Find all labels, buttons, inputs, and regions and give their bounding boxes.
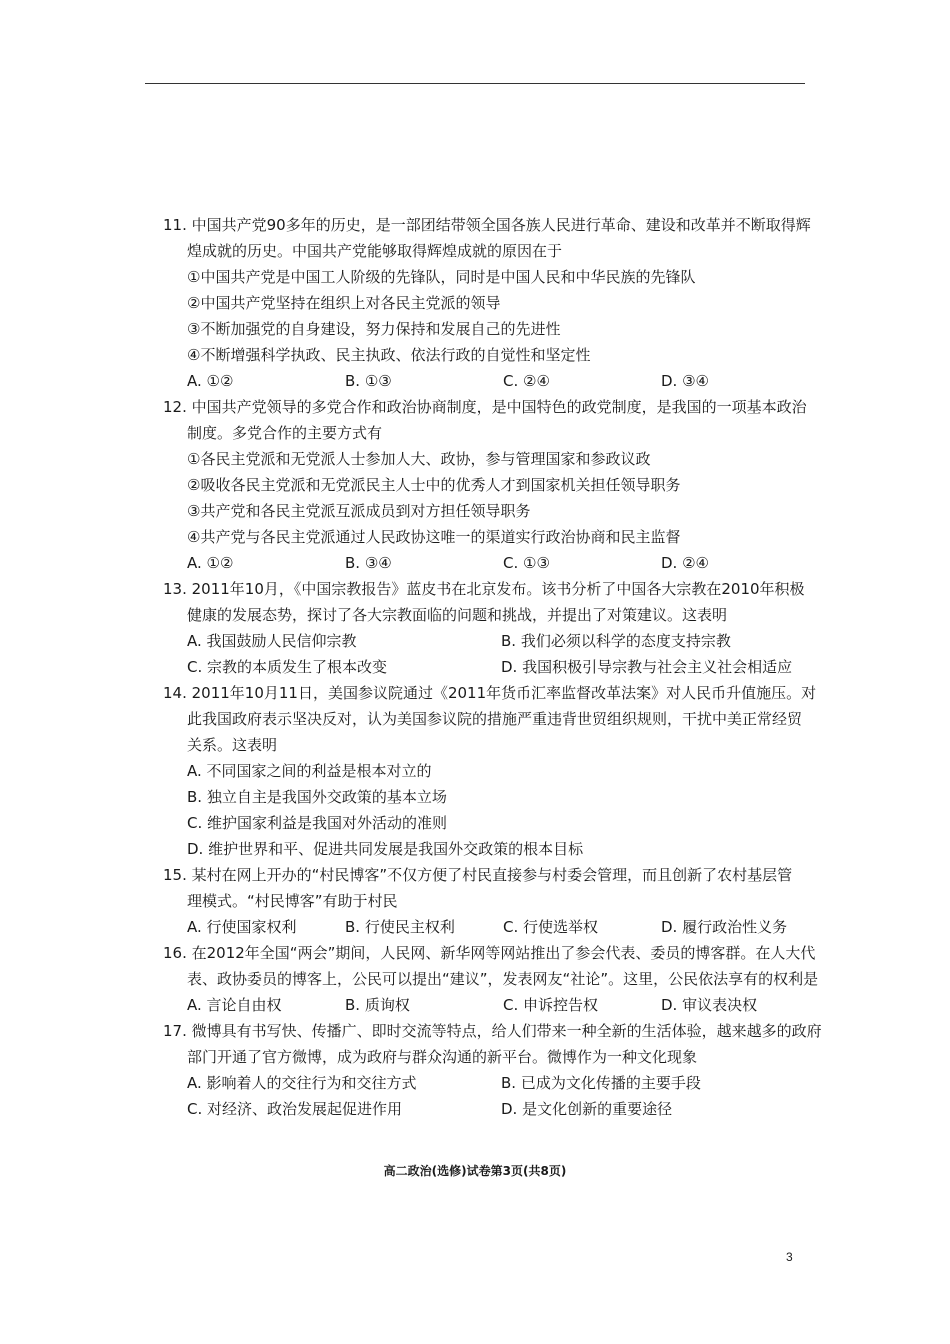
option-d: D. ③④ [661,372,709,390]
option-a: A. 行使国家权利 [187,918,297,936]
statement-item: ④共产党与各民主党派通过人民政协这唯一的渠道实行政治协商和民主监督 [187,528,681,546]
question-stem: 15. 某村在网上开办的“村民博客”不仅方便了村民直接参与村委会管理，而且创新了农村基层管 [163,866,793,884]
option-b: B. 已成为文化传播的主要手段 [501,1074,701,1092]
option-c: C. 行使选举权 [503,918,599,936]
option-a: A. 我国鼓励人民信仰宗教 [187,632,357,650]
question-17 [163,1018,833,1122]
question-stem: 13. 2011年10月，《中国宗教报告》蓝皮书在北京发布。该书分析了中国各大宗教在2010年积极 [163,580,805,598]
option-b: B. 独立自主是我国外交政策的基本立场 [187,788,447,806]
option-a: A. 言论自由权 [187,996,282,1014]
option-b: B. 行使民主权利 [345,918,455,936]
option-a: A. ①② [187,554,234,572]
option-a: A. ①② [187,372,234,390]
question-13 [163,576,833,680]
option-a: A. 不同国家之间的利益是根本对立的 [187,762,432,780]
question-14 [163,680,833,862]
question-stem: 部门开通了官方微博，成为政府与群众沟通的新平台。微博作为一种文化现象 [187,1048,698,1066]
question-15 [163,862,833,940]
option-c: C. 宗教的本质发生了根本改变 [187,658,388,676]
option-row [163,1070,833,1096]
option-row [163,550,833,576]
question-stem: 此我国政府表示坚决反对，认为美国参议院的措施严重违背世贸组织规则，干扰中美正常经贸 [187,710,803,728]
question-stem: 制度。多党合作的主要方式有 [187,424,383,442]
question-stem: 17. 微博具有书写快、传播广、即时交流等特点，给人们带来一种全新的生活体验，越来越多的政府 [163,1022,822,1040]
question-stem: 12. 中国共产党领导的多党合作和政治协商制度，是中国特色的政党制度，是我国的一项基本政治 [163,398,807,416]
statement-item: ③共产党和各民主党派互派成员到对方担任领导职务 [187,502,531,520]
option-c: C. 申诉控告权 [503,996,599,1014]
top-rule [145,83,805,84]
option-c: C. 对经济、政治发展起促进作用 [187,1100,403,1118]
statement-item: ②吸收各民主党派和无党派民主人士中的优秀人才到国家机关担任领导职务 [187,476,681,494]
question-stem: 11. 中国共产党90多年的历史，是一部团结带领全国各族人民进行革命、建设和改革并不断取得辉 [163,216,811,234]
page-footer: 高二政治(选修)试卷第3页(共8页) [383,1164,567,1178]
statement-item: ④不断增强科学执政、民主执政、依法行政的自觉性和坚定性 [187,346,591,364]
question-stem: 健康的发展态势，探讨了各大宗教面临的问题和挑战，并提出了对策建议。这表明 [187,606,728,624]
option-d: D. 是文化创新的重要途径 [501,1100,673,1118]
statement-item: ③不断加强党的自身建设，努力保持和发展自己的先进性 [187,320,561,338]
question-stem: 16. 在2012年全国“两会”期间，人民网、新华网等网站推出了参会代表、委员的博客群。在人大代 [163,944,816,962]
option-d: D. 维护世界和平、促进共同发展是我国外交政策的根本目标 [187,840,584,858]
option-d: D. 审议表决权 [661,996,758,1014]
question-stem: 14. 2011年10月11日，美国参议院通过《2011年货币汇率监督改革法案》对人民币升值施压。对 [163,684,817,702]
option-b: B. ③④ [345,554,392,572]
option-row [163,368,833,394]
option-row [163,628,833,654]
question-stem: 煌成就的历史。中国共产党能够取得辉煌成就的原因在于 [187,242,563,260]
option-d: D. ②④ [661,554,709,572]
question-stem: 理模式。“村民博客”有助于村民 [187,892,398,910]
statement-item: ①各民主党派和无党派人士参加人大、政协，参与管理国家和参政议政 [187,450,651,468]
question-11 [163,212,833,394]
question-list [163,212,833,1122]
option-a: A. 影响着人的交往行为和交往方式 [187,1074,417,1092]
option-row [163,654,833,680]
option-b: B. 质询权 [345,996,410,1014]
option-b: B. 我们必须以科学的态度支持宗教 [501,632,731,650]
question-12 [163,394,833,576]
option-c: C. ②④ [503,372,550,390]
option-row [163,914,833,940]
question-16 [163,940,833,1018]
statement-item: ①中国共产党是中国工人阶级的先锋队，同时是中国人民和中华民族的先锋队 [187,268,696,286]
option-c: C. 维护国家利益是我国对外活动的准则 [187,814,448,832]
question-stem: 表、政协委员的博客上，公民可以提出“建议”，发表网友“社论”。这里，公民依法享有的权利是 [187,970,819,988]
option-row [163,992,833,1018]
question-stem: 关系。这表明 [187,736,278,754]
statement-item: ②中国共产党坚持在组织上对各民主党派的领导 [187,294,501,312]
option-c: C. ①③ [503,554,550,572]
option-row [163,1096,833,1122]
page-number: 3 [786,1250,793,1264]
option-b: B. ①③ [345,372,392,390]
option-d: D. 我国积极引导宗教与社会主义社会相适应 [501,658,793,676]
option-d: D. 履行政治性义务 [661,918,788,936]
